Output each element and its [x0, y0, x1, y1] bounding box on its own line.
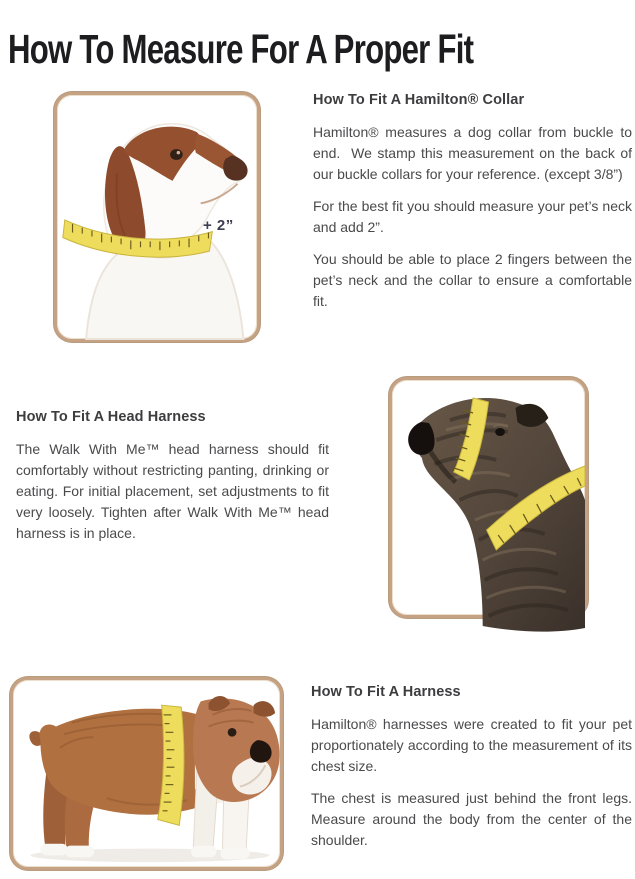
dog-eye [170, 149, 183, 160]
dog-nose [408, 422, 434, 455]
collar-dog-figure [54, 92, 260, 342]
harness-paragraph-2: The chest is measured just behind the front legs. Measure around the body from the center of the shoulder. [311, 790, 632, 848]
collar-paragraph-2: For the best fit you should measure your pet’s neck and add 2”. [313, 198, 632, 235]
harness-paragraph-1: Hamilton® harnesses were created to fit your pet proportionately according to the measurement of its chest size. [311, 716, 632, 774]
head-harness-text-block [16, 407, 329, 555]
harness-dog-figure [10, 677, 283, 870]
head-harness-heading: How To Fit A Head Harness [16, 409, 206, 425]
head-harness-dog-figure [389, 377, 588, 618]
harness-heading: How To Fit A Harness [311, 684, 461, 700]
collar-paragraph-3: You should be able to place 2 fingers between the pet’s neck and the collar to ensure a comfortable fit. [313, 251, 632, 309]
dog-ear [254, 701, 276, 716]
head-harness-paragraph-1: The Walk With Me™ head harness should fit comfortably without restricting panting, drinking or eating. For initial placement, set adjustments to fit very loosely. Tighten after Walk With Me™ head harness is in place. [16, 441, 329, 541]
head-harness-dog-photo [392, 380, 585, 632]
collar-text-block [313, 90, 632, 323]
harness-text-block [311, 682, 632, 862]
page-title: How To Measure For A Proper Fit [8, 26, 474, 73]
plus-two-inches-annotation: + 2” [203, 217, 234, 234]
dog-nose [223, 156, 247, 181]
collar-heading: How To Fit A Hamilton® Collar [313, 92, 525, 108]
chest-harness-dog-photo [13, 680, 280, 867]
dog-eye [495, 428, 505, 436]
dog-eye [228, 728, 237, 737]
collar-paragraph-1: Hamilton® measures a dog collar from buckle to end. We stamp this measurement on the back of our buckle collars for your reference. (except 3/8”) [313, 124, 632, 182]
